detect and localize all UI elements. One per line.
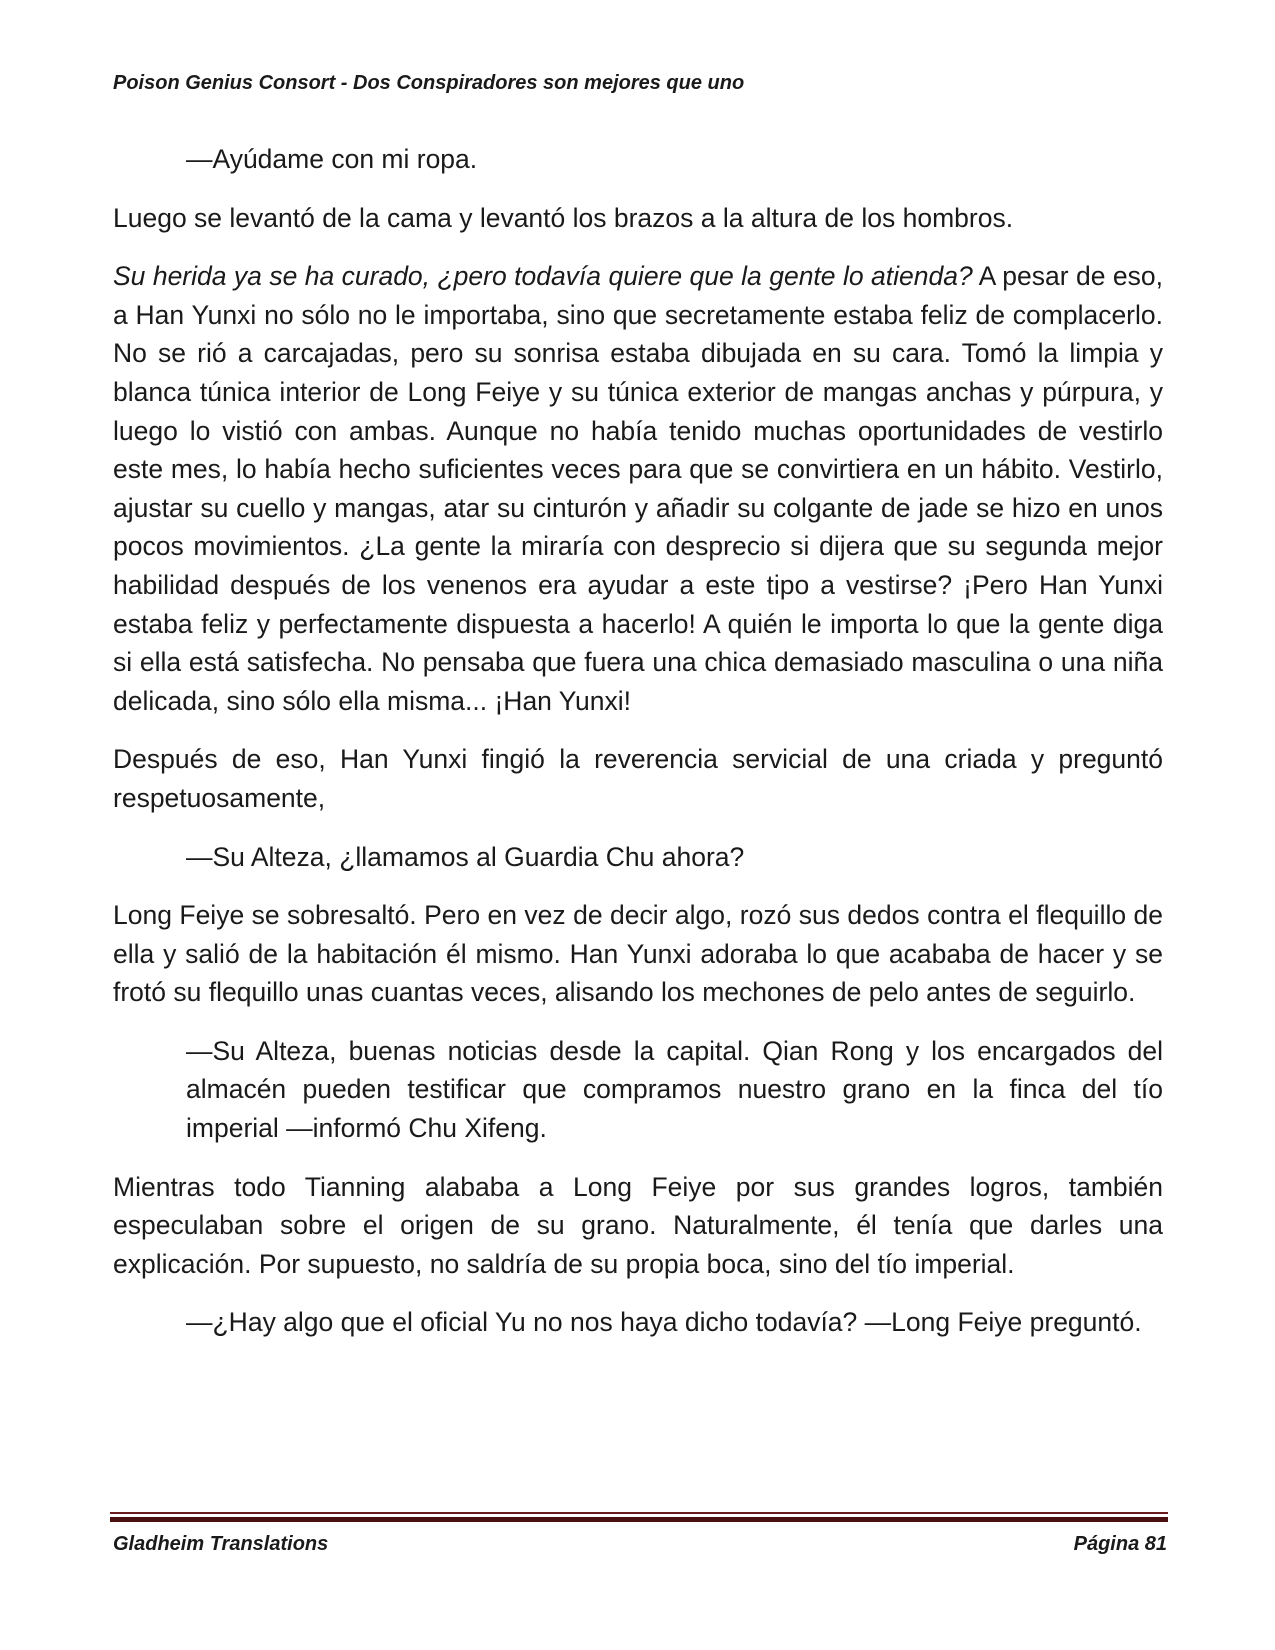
dialogue-paragraph: —Ayúdame con mi ropa. <box>186 144 478 174</box>
dialogue-paragraph: —¿Hay algo que el oficial Yu no nos haya dicho todavía? —Long Feiye preguntó. <box>186 1307 1142 1338</box>
footer-publisher: Gladheim Translations <box>113 1533 329 1555</box>
italic-thought: Su herida ya se ha curado, ¿pero todavía quiere que la gente lo atienda? <box>113 261 973 292</box>
footer-rule-thick <box>110 1517 1168 1522</box>
dialogue-paragraph: —Su Alteza, buenas noticias desde la capital. Qian Rong y los encargados del almacén pueden testificar que compramos nuestro grano en la finca del tío imperial —informó Chu Xifeng. <box>186 1035 1163 1144</box>
footer-rule-thin <box>110 1512 1168 1514</box>
dialogue-paragraph: —Su Alteza, ¿llamamos al Guardia Chu ahora? <box>186 841 745 872</box>
running-header: Poison Genius Consort - Dos Conspiradores son mejores que uno <box>113 72 745 94</box>
paragraph-text: A pesar de eso, a Han Yunxi no sólo no le importaba, sino que secretamente estaba feliz de complacerlo. No se rió a carcajadas, pero su sonrisa estaba dibujada en su cara. Tomó la limpia y blanca túnica interior de Long Feiye y su túnica exterior de mangas anchas y púrpura, y luego lo vistió con ambas. Aunque no había tenido muchas oportunidades de vestirlo este mes, lo había hecho suficientes veces para que se convirtiera en un hábito. Vestirlo, ajustar su cuello y mangas, atar su cinturón y añadir su colgante de jade se hizo en unos pocos movimientos. ¿La gente la miraría con desprecio si dijera que su segunda mejor habilidad después de los venenos era ayudar a este tipo a vestirse? ¡Pero Han Yunxi estaba feliz y perfectamente dispuesta a hacerlo! A quién le importa lo que la gente diga si ella está satisfecha. No pensaba que fuera una chica demasiado masculina o una niña delicada, sino sólo ella misma... ¡Han Yunxi! <box>113 261 1163 716</box>
narrative-paragraph: Long Feiye se sobresaltó. Pero en vez de decir algo, rozó sus dedos contra el flequillo de ella y salió de la habitación él mismo. Han Yunxi adoraba lo que acababa de hacer y se frotó su flequillo unas cuantas veces, alisando los mechones de pelo antes de seguirlo. <box>113 900 1163 1008</box>
narrative-paragraph <box>113 257 1163 720</box>
narrative-paragraph: Luego se levantó de la cama y levantó los brazos a la altura de los hombros. <box>113 202 1014 233</box>
body-text <box>113 140 1163 1362</box>
page-number: Página 81 <box>1073 1533 1167 1555</box>
narrative-paragraph: Después de eso, Han Yunxi fingió la reverencia servicial de una criada y preguntó respetuosamente, <box>113 744 1163 813</box>
narrative-paragraph: Mientras todo Tianning alababa a Long Feiye por sus grandes logros, también especulaban sobre el origen de su grano. Naturalmente, él tenía que darles una explicación. Por supuesto, no saldría de su propia boca, sino del tío imperial. <box>113 1171 1163 1279</box>
